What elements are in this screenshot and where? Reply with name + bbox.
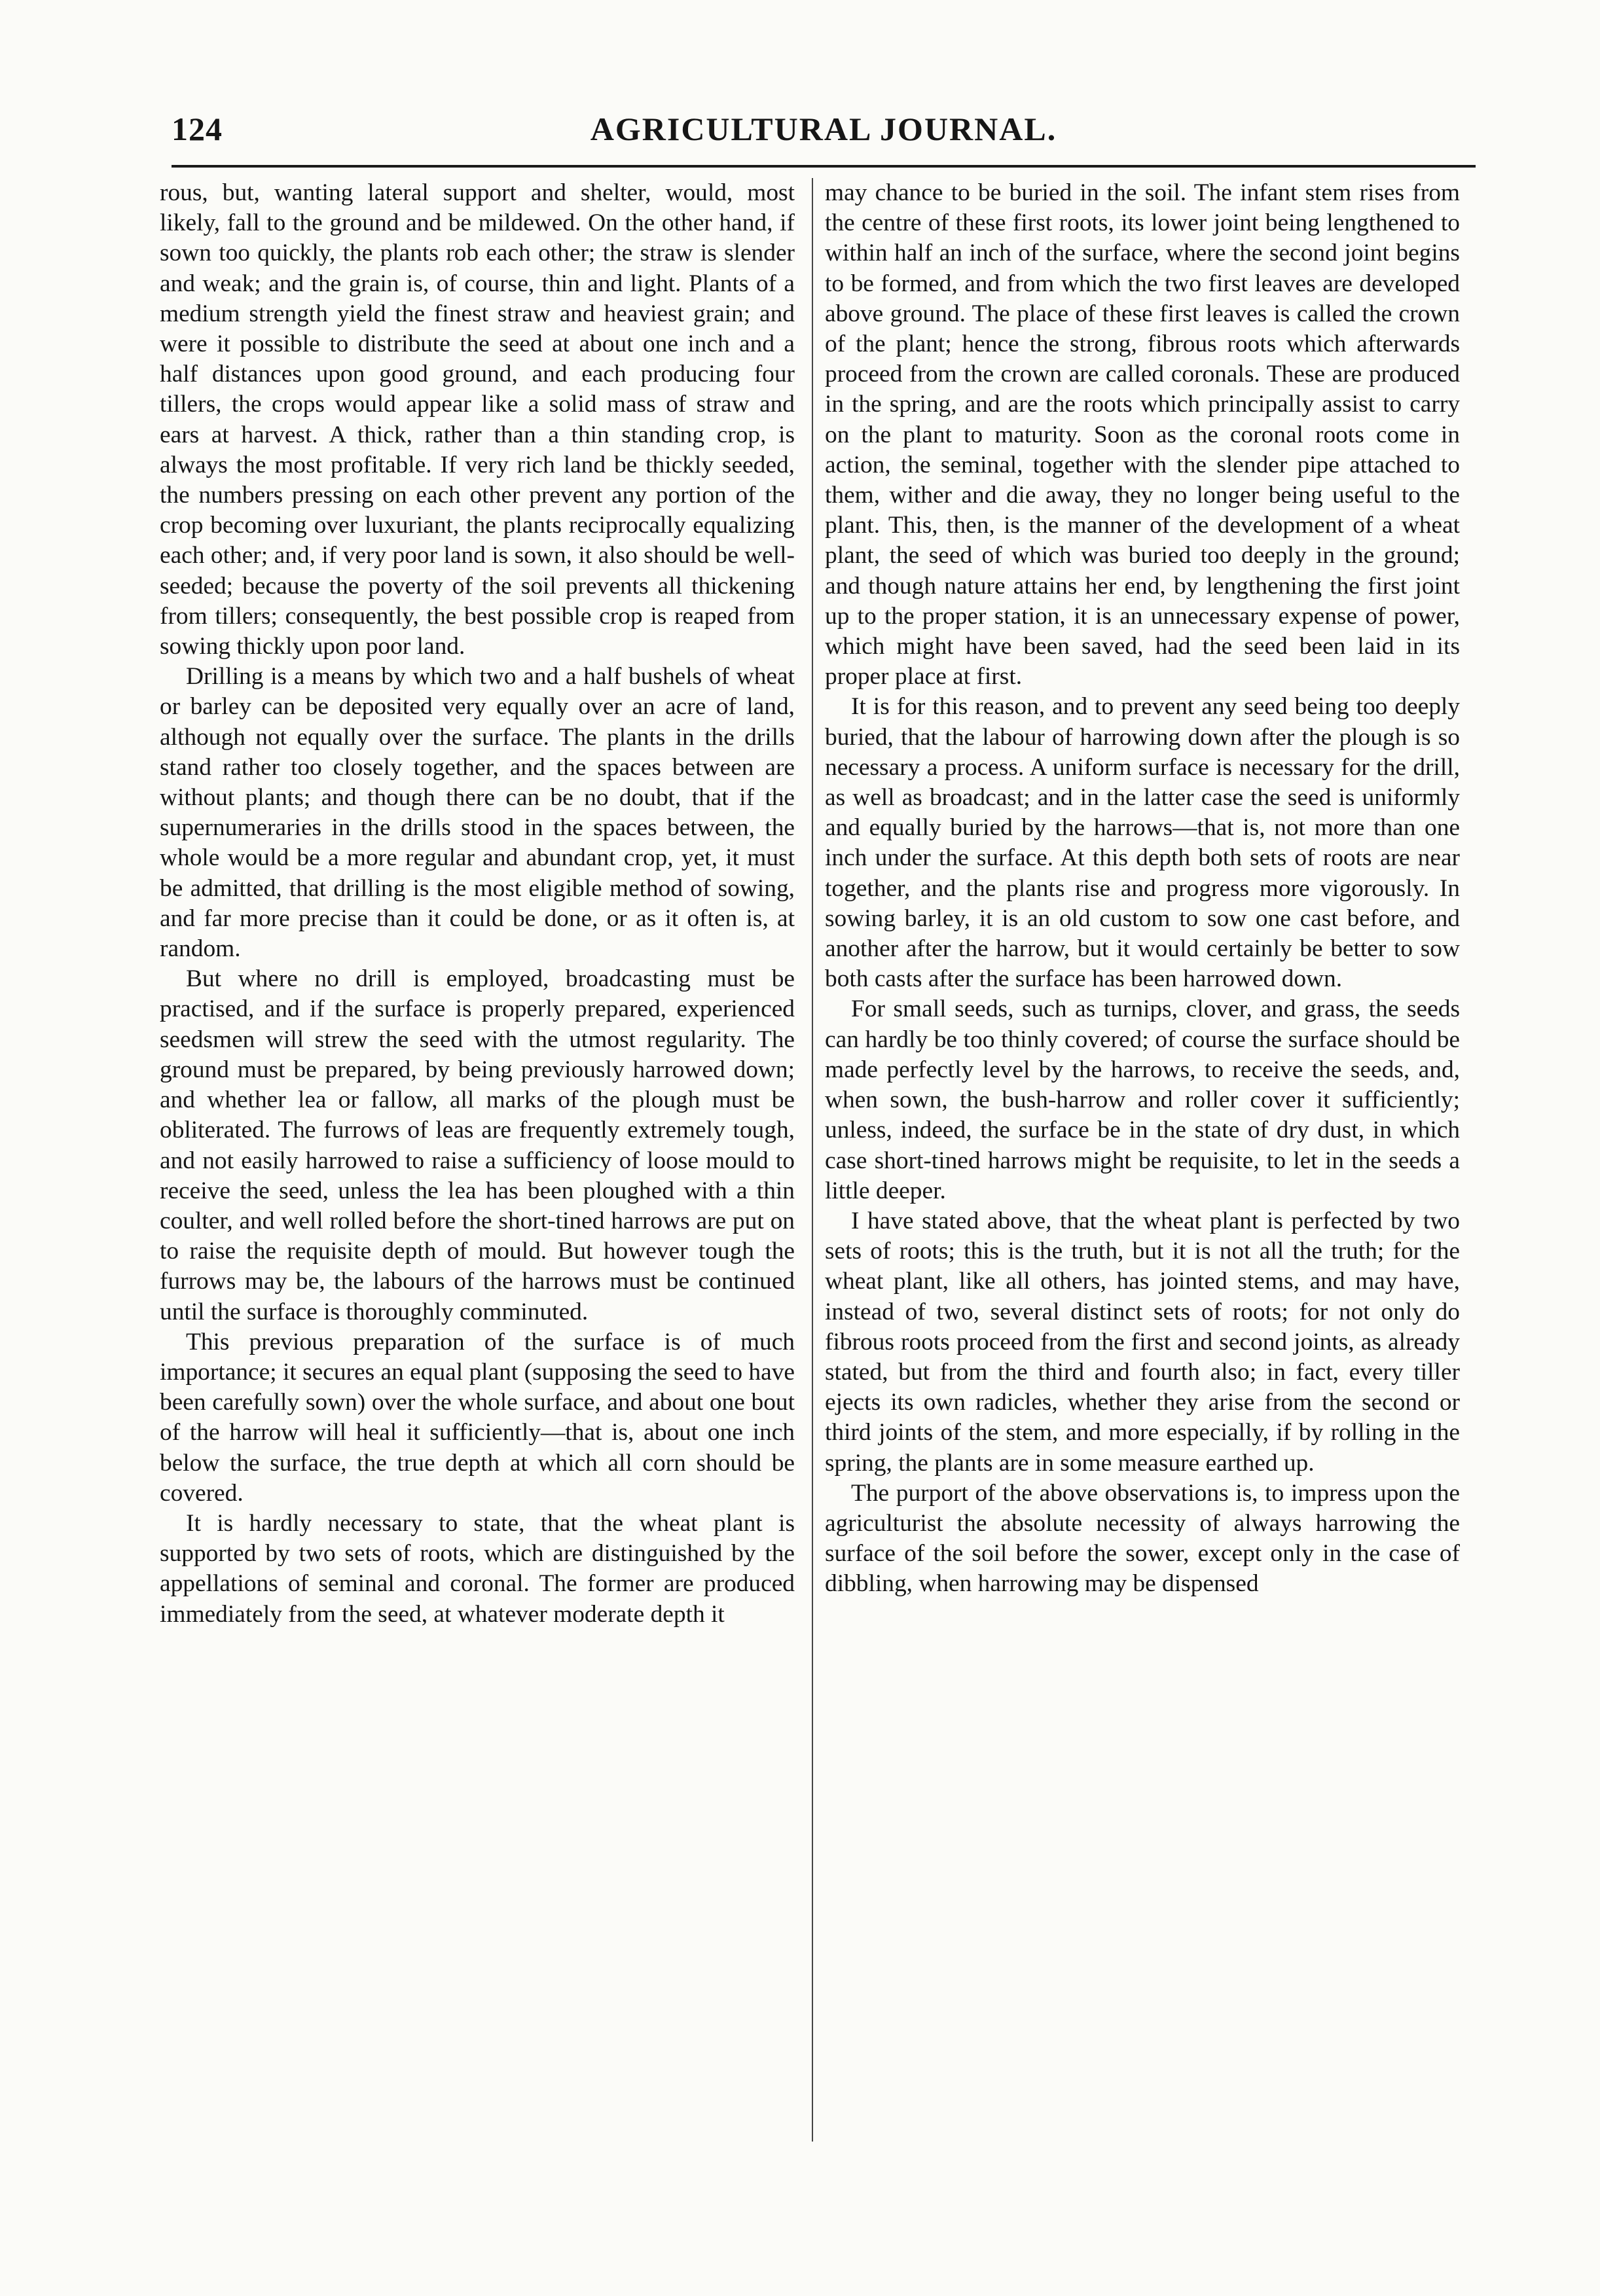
- paragraph: rous, but, wanting lateral support and shelter, would, most likely, fall to the ground and be mildewed. On the other hand, if sown too quickly, the plants rob each other; the straw is slender and weak; and the grain is, of course, thin and light. Plants of a medium strength yield the finest straw and heaviest grain; and were it possible to distribute the seed at about one inch and a half distances upon good ground, and each producing four tillers, the crops would appear like a solid mass of straw and ears at harvest. A thick, rather than a thin standing crop, is always the most profitable. If very rich land be thickly seeded, the numbers pressing on each other prevent any portion of the crop becoming over luxuriant, the plants reciprocally equalizing each other; and, if very poor land is sown, it also should be well-seeded; because the poverty of the soil prevents all thickening from tillers; consequently, the best possible crop is reaped from sowing thickly upon poor land.: [160, 179, 795, 660]
- paragraph: may chance to be buried in the soil. The infant stem rises from the centre of these first roots, its lower joint being lengthened to within half an inch of the surface, where the second joint begins to be formed, and from which the two first leaves are developed above ground. The place of these first leaves is called the crown of the plant; hence the strong, fibrous roots which afterwards proceed from the crown are called coronals. These are produced in the spring, and are the roots which principally assist to carry on the plant to maturity. Soon as the coronal roots come in action, the seminal, together with the slender pipe attached to them, wither and die away, they no longer being useful to the plant. This, then, is the manner of the development of a wheat plant, the seed of which was buried too deeply in the ground; and though nature attains her end, by lengthening the first joint up to the proper station, it is an unnecessary expense of power, which might have been saved, had the seed been laid in its proper place at first.: [825, 179, 1460, 691]
- left-column: [160, 178, 795, 2142]
- page-header: [172, 110, 1476, 156]
- paragraph: This previous preparation of the surface is of much importance; it secures an equal plant (supposing the seed to have been carefully sown) over the whole surface, and about one bout of the harrow will heal it sufficiently—that is, about one inch below the surface, the true depth at which all corn should be covered.: [160, 1328, 795, 1507]
- right-column: [825, 178, 1460, 2142]
- paragraph: But where no drill is employed, broadcasting must be practised, and if the surface is properly prepared, experienced seedsmen will strew the seed with the utmost regularity. The ground must be prepared, by being previously harrowed down; and whether lea or fallow, all marks of the plough must be obliterated. The furrows of leas are frequently extremely tough, and not easily harrowed to raise a sufficiency of loose mould to receive the seed, unless the lea has been ploughed with a thin coulter, and well rolled before the short-tined harrows are put on to raise the requisite depth of mould. But however tough the furrows may be, the labours of the harrows must be continued until the surface is thoroughly comminuted.: [160, 965, 795, 1325]
- column-divider: [812, 178, 813, 2142]
- paragraph: It is for this reason, and to prevent any seed being too deeply buried, that the labour of harrowing down after the plough is so necessary a process. A uniform surface is necessary for the drill, as well as broadcast; and in the latter case the seed is uniformly and equally buried by the harrows—that is, not more than one inch under the surface. At this depth both sets of roots are near together, and the plants rise and progress more vigorously. In sowing barley, it is an old custom to sow one cast before, and another after the harrow, but it would certainly be better to sow both casts after the surface has been harrowed down.: [825, 693, 1460, 993]
- page-number: 124: [172, 111, 223, 147]
- paragraph: I have stated above, that the wheat plant is perfected by two sets of roots; this is the truth, but it is not all the truth; for the wheat plant, like all others, has jointed stems, and may have, instead of two, several distinct sets of roots; for not only do fibrous roots proceed from the first and second joints, as already stated, but from the third and fourth also; in fact, every tiller ejects its own radicles, whether they arise from the second or third joints of the stem, and more especially, if by rolling in the spring, the plants are in some measure earthed up.: [825, 1207, 1460, 1477]
- running-title: AGRICULTURAL JOURNAL.: [590, 111, 1057, 147]
- paragraph: For small seeds, such as turnips, clover, and grass, the seeds can hardly be too thinly covered; of course the surface should be made perfectly level by the harrows, to receive the seeds, and, when sown, the bush-harrow and roller cover it sufficiently; unless, indeed, the surface be in the state of dry dust, in which case short-tined harrows might be requisite, to let in the seeds a little deeper.: [825, 996, 1460, 1204]
- header-rule: [172, 165, 1476, 168]
- paragraph: The purport of the above observations is, to impress upon the agriculturist the absolute necessity of always harrowing the surface of the soil before the sower, except only in the case of dibbling, when harrowing may be dispensed: [825, 1479, 1460, 1598]
- paragraph: It is hardly necessary to state, that the wheat plant is supported by two sets of roots, which are distinguished by the appellations of seminal and coronal. The former are produced immediately from the seed, at whatever moderate depth it: [160, 1509, 795, 1628]
- paragraph: Drilling is a means by which two and a half bushels of wheat or barley can be deposited very equally over an acre of land, although not equally over the surface. The plants in the drills stand rather too closely together, and the spaces between are without plants; and though there can be no doubt, that if the supernumeraries in the drills stood in the spaces between, the whole would be a more regular and abundant crop, yet, it must be admitted, that drilling is the most eligible method of sowing, and far more precise than it could be done, or as it often is, at random.: [160, 663, 795, 963]
